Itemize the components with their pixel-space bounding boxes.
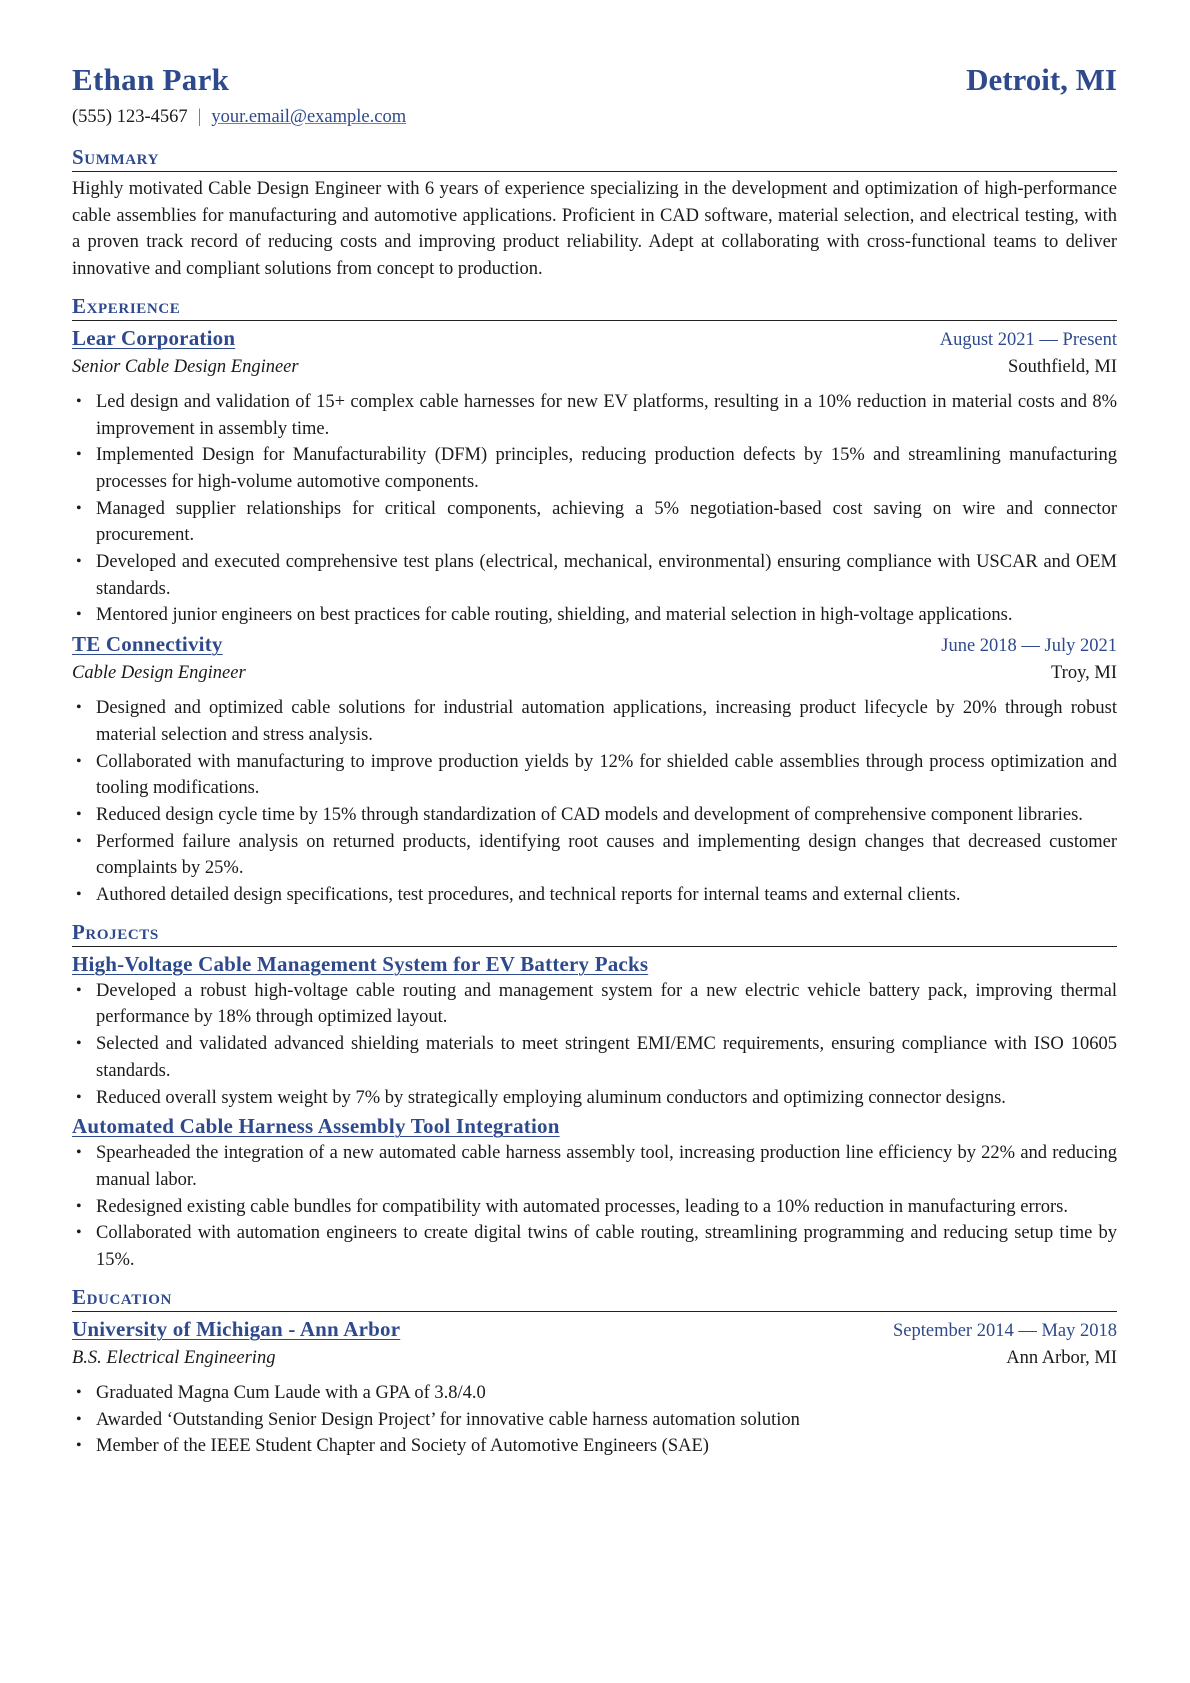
candidate-location: Detroit, MI bbox=[966, 62, 1117, 97]
job-dates: August 2021 — Present bbox=[939, 329, 1117, 350]
education-location: Ann Arbor, MI bbox=[1006, 1347, 1117, 1368]
education-section bbox=[72, 1284, 1117, 1460]
section-title-projects: Projects bbox=[72, 919, 1117, 947]
phone-number: (555) 123-4567 bbox=[72, 107, 188, 127]
bullet-item: • Awarded ‘Outstanding Senior Design Project’ for innovative cable harness automation solution bbox=[72, 1407, 1117, 1434]
candidate-name: Ethan Park bbox=[72, 62, 230, 97]
company-link[interactable]: Lear Corporation bbox=[72, 325, 236, 350]
job-role: Senior Cable Design Engineer bbox=[72, 356, 299, 377]
email-link[interactable]: your.email@example.com bbox=[211, 107, 407, 127]
summary-text: Highly motivated Cable Design Engineer with 6 years of experience specializing in the development and optimization of high-performance cable assemblies for manufacturing and automotive applications. Proficient in CAD software, material selection, and electrical testing, with a proven track record of reducing costs and improving product reliability. Adept at collaborating with cross-functional teams to deliver innovative and compliant solutions from concept to production. bbox=[72, 179, 1117, 280]
resume-page bbox=[72, 62, 1117, 1462]
bullet-item: • Selected and validated advanced shielding materials to meet stringent EMI/EMC requirements, ensuring compliance with ISO 10605 standards. bbox=[72, 1031, 1117, 1084]
bullet-item: • Performed failure analysis on returned products, identifying root causes and implementing design changes that decreased customer complaints by 25%. bbox=[72, 829, 1117, 882]
contact-line bbox=[72, 104, 1117, 130]
contact-separator: | bbox=[197, 107, 202, 127]
job-dates: June 2018 — July 2021 bbox=[941, 636, 1117, 657]
bullet-item: • Member of the IEEE Student Chapter and Society of Automotive Engineers (SAE) bbox=[72, 1433, 1117, 1460]
section-title-education: Education bbox=[72, 1284, 1117, 1312]
project-title-link[interactable]: Automated Cable Harness Assembly Tool Integration bbox=[72, 1114, 560, 1139]
bullet-item: • Reduced design cycle time by 15% through standardization of CAD models and development of comprehensive component libraries. bbox=[72, 802, 1117, 829]
bullet-item: • Developed a robust high-voltage cable routing and management system for a new electric vehicle battery pack, improving thermal performance by 18% through optimized layout. bbox=[72, 978, 1117, 1031]
bullet-item: • Reduced overall system weight by 7% by strategically employing aluminum conductors and optimizing connector designs. bbox=[72, 1085, 1117, 1112]
project-entry bbox=[72, 1113, 1117, 1274]
bullet-item: • Led design and validation of 15+ complex cable harnesses for new EV platforms, resulting in a 10% reduction in material costs and 8% improvement in assembly time. bbox=[72, 389, 1117, 442]
project-bullets bbox=[72, 1140, 1117, 1274]
degree: B.S. Electrical Engineering bbox=[72, 1347, 276, 1368]
project-bullets bbox=[72, 978, 1117, 1112]
project-entry bbox=[72, 951, 1117, 1112]
education-dates: September 2014 — May 2018 bbox=[892, 1320, 1117, 1341]
school-link[interactable]: University of Michigan - Ann Arbor bbox=[72, 1316, 401, 1341]
bullet-item: • Spearheaded the integration of a new automated cable harness assembly tool, increasing production line efficiency by 22% and reducing manual labor. bbox=[72, 1140, 1117, 1193]
bullet-item: • Redesigned existing cable bundles for compatibility with automated processes, leading to a 10% reduction in manufacturing errors. bbox=[72, 1194, 1117, 1221]
bullet-item: • Collaborated with automation engineers to create digital twins of cable routing, streamlining programming and reducing setup time by 15%. bbox=[72, 1220, 1117, 1273]
bullet-item: • Designed and optimized cable solutions for industrial automation applications, increasing product lifecycle by 20% through robust material selection and stress analysis. bbox=[72, 695, 1117, 748]
bullet-item: • Managed supplier relationships for critical components, achieving a 5% negotiation-based cost saving on wire and connector procurement. bbox=[72, 496, 1117, 549]
job-role: Cable Design Engineer bbox=[72, 663, 246, 684]
section-title-summary: Summary bbox=[72, 144, 1117, 172]
bullet-item: • Graduated Magna Cum Laude with a GPA of 3.8/4.0 bbox=[72, 1380, 1117, 1407]
job-location: Southfield, MI bbox=[1008, 356, 1117, 377]
bullet-item: • Collaborated with manufacturing to improve production yields by 12% for shielded cable assemblies through process optimization and tooling modifications. bbox=[72, 749, 1117, 802]
bullet-item: • Developed and executed comprehensive test plans (electrical, mechanical, environmental) ensuring compliance with USCAR and OEM standards. bbox=[72, 549, 1117, 602]
job-entry bbox=[72, 631, 1117, 909]
project-title-link[interactable]: High-Voltage Cable Management System for EV Battery Packs bbox=[72, 951, 649, 976]
job-entry bbox=[72, 325, 1117, 629]
experience-section bbox=[72, 293, 1117, 909]
resume-header bbox=[72, 62, 1117, 98]
bullet-item: • Authored detailed design specifications, test procedures, and technical reports for internal teams and external clients. bbox=[72, 882, 1117, 909]
section-title-experience: Experience bbox=[72, 293, 1117, 321]
education-bullets bbox=[72, 1380, 1117, 1460]
summary-section bbox=[72, 144, 1117, 283]
projects-section bbox=[72, 919, 1117, 1274]
job-bullets bbox=[72, 389, 1117, 629]
job-bullets bbox=[72, 695, 1117, 909]
job-location: Troy, MI bbox=[1051, 663, 1117, 684]
bullet-item: • Implemented Design for Manufacturability (DFM) principles, reducing production defects by 15% and streamlining manufacturing processes for high-volume automotive components. bbox=[72, 442, 1117, 495]
bullet-item: • Mentored junior engineers on best practices for cable routing, shielding, and material selection in high-voltage applications. bbox=[72, 602, 1117, 629]
company-link[interactable]: TE Connectivity bbox=[72, 632, 223, 657]
